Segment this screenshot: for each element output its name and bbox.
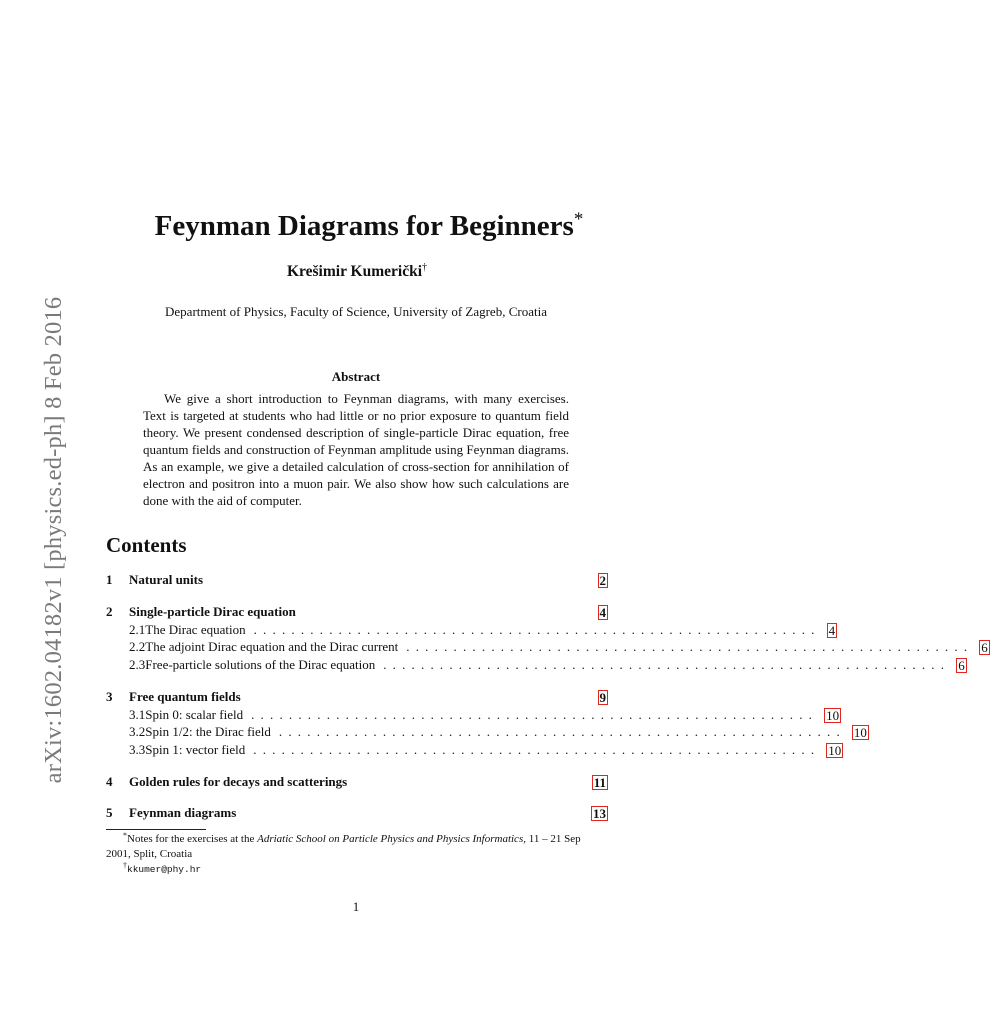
footnote-email	[106, 862, 625, 877]
arxiv-identifier-stamp: arXiv:1602.04182v1 [physics.ed-ph] 8 Feb 2016	[40, 296, 67, 784]
toc-page-link[interactable]: 13	[593, 805, 606, 821]
toc-dot-leader: ............................................................	[383, 657, 951, 672]
toc-page-link[interactable]: 2	[599, 572, 606, 588]
toc-page-link[interactable]: 10	[826, 707, 840, 723]
toc-page-link[interactable]: 4	[828, 622, 836, 638]
toc-page-link[interactable]: 6	[981, 639, 988, 655]
toc-entry-number: 3.1	[129, 707, 146, 722]
toc-entry-title[interactable]: Golden rules for decays and scatterings	[129, 774, 348, 789]
toc-entry[interactable]	[106, 688, 608, 706]
paper-title	[0, 206, 738, 246]
toc-entry-title[interactable]: Spin 1/2: the Dirac field	[145, 724, 271, 739]
toc-entry-title[interactable]: The Dirac equation	[145, 622, 246, 637]
toc-entry-number: 2	[106, 604, 113, 619]
author-name-text: Krešimir Kumerički	[286, 263, 423, 280]
author-email-link[interactable]: kkumer@phy.hr	[127, 864, 202, 875]
author-name	[0, 262, 714, 282]
toc-entry[interactable]	[106, 741, 842, 759]
toc-entry-title[interactable]: The adjoint Dirac equation and the Dirac current	[145, 639, 399, 654]
toc-entry-title[interactable]: Natural units	[129, 572, 204, 587]
toc-dot-leader: ............................................................	[253, 742, 821, 757]
toc-entry[interactable]	[106, 706, 840, 724]
toc-entry[interactable]	[106, 621, 836, 639]
toc-dot-leader: ............................................................	[278, 724, 846, 739]
toc-entry[interactable]	[106, 603, 608, 621]
toc-entry-number: 2.2	[129, 639, 146, 654]
footnote-school-name: Adriatic School on Particle Physics and Physics Informatics	[257, 833, 524, 845]
toc-entry-title[interactable]: Single-particle Dirac equation	[129, 604, 296, 619]
author-footnote-mark[interactable]: †	[422, 262, 428, 273]
toc-entry-number: 3.3	[129, 742, 146, 757]
toc-page-link[interactable]: 9	[599, 689, 606, 705]
toc-entry[interactable]	[106, 638, 988, 656]
abstract-text: We give a short introduction to Feynman diagrams, with many exercises. Text is targeted at students who had little or no prior exposure to quantum field theory. We present condensed description of single-particle Dirac equation, free quantum fields and construction of Feynman amplitude using Feynman diagrams. As an example, we give a detailed calculation of cross-section for annihilation of electron and positron into a muon pair. We also show how such calculations are done with the aid of computer.	[143, 391, 569, 508]
contents-heading: Contents	[106, 533, 187, 557]
footnote-mark-dagger: †	[123, 861, 127, 870]
toc-page-link[interactable]: 6	[958, 657, 965, 673]
toc-page-link[interactable]: 11	[593, 774, 606, 790]
toc-entry-title[interactable]: Spin 0: scalar field	[145, 707, 244, 722]
toc-entry-title[interactable]: Free quantum fields	[129, 689, 241, 704]
footnote-title-before: Notes for the exercises at the	[127, 833, 258, 845]
toc-entry-number: 5	[106, 805, 113, 820]
toc-entry[interactable]	[106, 571, 608, 589]
footnote-mark-asterisk: *	[123, 831, 127, 840]
toc-page-link[interactable]: 4	[599, 604, 606, 620]
toc-dot-leader: ............................................................	[251, 707, 819, 722]
toc-page-link[interactable]: 10	[853, 724, 867, 740]
toc-entry-title[interactable]: Spin 1: vector field	[145, 742, 246, 757]
toc-entry-title[interactable]: Free-particle solutions of the Dirac equation	[145, 657, 376, 672]
toc-entry-title[interactable]: Feynman diagrams	[129, 805, 237, 820]
toc-entry[interactable]	[106, 656, 965, 674]
toc-entry-number: 2.3	[129, 657, 146, 672]
page-number: 1	[352, 899, 360, 914]
toc-entry-number: 3.2	[129, 724, 146, 739]
footnote-divider	[106, 829, 206, 830]
author-affiliation: Department of Physics, Faculty of Science, University of Zagreb, Croatia	[165, 304, 547, 319]
footnote-title-after: , 11 – 21 Sep 2001, Split, Croatia	[106, 833, 581, 860]
toc-entry-number: 4	[106, 774, 113, 789]
toc-entry[interactable]	[106, 723, 867, 741]
toc-entry[interactable]	[106, 773, 608, 791]
toc-entry-number: 1	[106, 572, 113, 587]
footnote-title	[106, 832, 608, 862]
toc-entry[interactable]	[106, 804, 608, 822]
toc-entry-number: 3	[106, 689, 113, 704]
abstract-heading: Abstract	[331, 369, 381, 384]
paper-title-text: Feynman Diagrams for Beginners	[154, 210, 574, 242]
toc-page-link[interactable]: 10	[828, 742, 842, 758]
toc-dot-leader: ............................................................	[253, 622, 821, 637]
toc-entry-number: 2.1	[129, 622, 146, 637]
toc-dot-leader: ............................................................	[406, 639, 974, 654]
title-footnote-mark[interactable]: *	[573, 209, 584, 230]
